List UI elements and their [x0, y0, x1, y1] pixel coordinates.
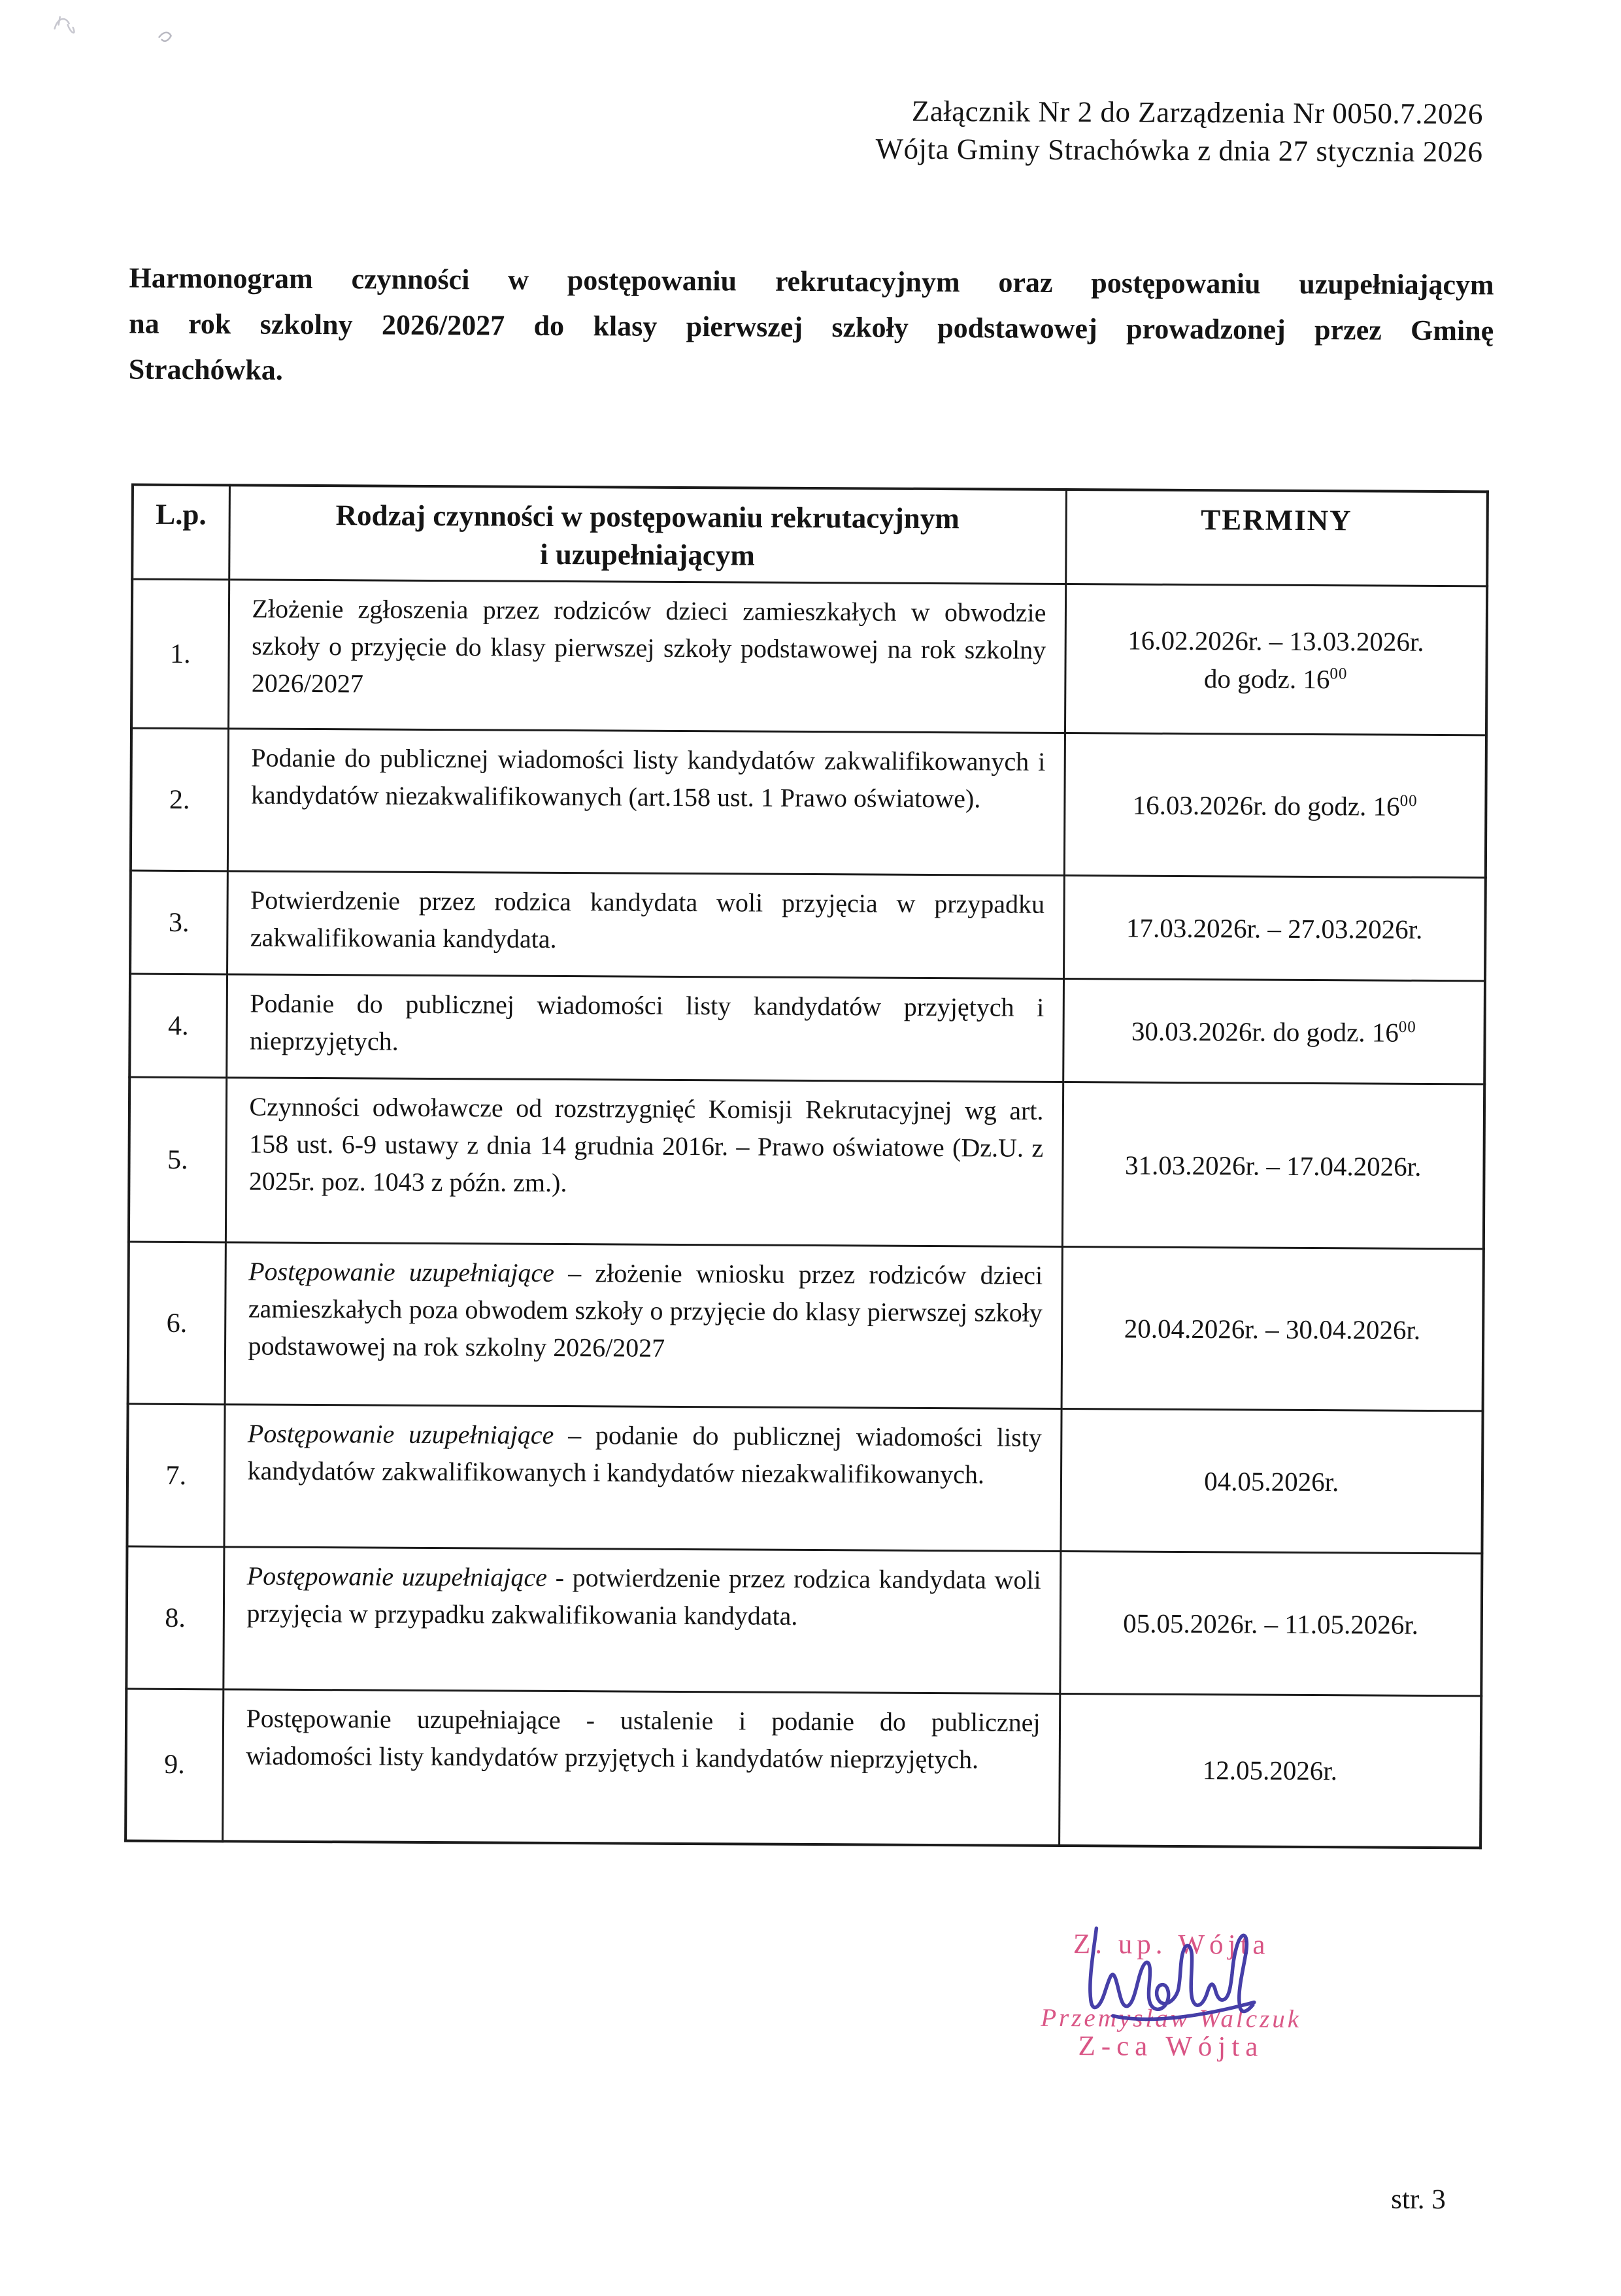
document-title-line2: na rok szkolny 2026/2027 do klasy pierwszej szkoły podstawowej prowadzonej przez Gminę	[129, 307, 1494, 347]
document-title-line1: Harmonogram czynności w postępowaniu rekrutacyjnym oraz postępowaniu uzupełniającym	[129, 261, 1494, 301]
activity-cell: Czynności odwoławcze od rozstrzygnięć Komisji Rekrutacyjnej wg art. 158 ust. 6-9 ustawy z dnia 14 grudnia 2016r. – Prawo oświatowe (Dz.U. z 2025r. poz. 1043 z późn. zm.).	[226, 1078, 1063, 1247]
attachment-reference-line2: Wójta Gminy Strachówka z dnia 27 stycznia 2026	[875, 132, 1483, 169]
table-row	[129, 974, 1485, 1084]
activity-cell: Podanie do publicznej wiadomości listy kandydatów przyjętych i nieprzyjętych.	[226, 974, 1063, 1082]
activity-italic-lead: Postępowanie uzupełniające	[247, 1418, 554, 1450]
row-number-cell: 7.	[127, 1404, 224, 1547]
row-number-cell: 3.	[130, 871, 227, 974]
date-cell: 12.05.2026r.	[1059, 1694, 1481, 1848]
header-activity	[229, 485, 1066, 584]
activity-cell: Postępowanie uzupełniające – złożenie wniosku przez rodziców dzieci zamieszkałych poza obwodem szkoły o przyjęcie do klasy pierwszej szkoły podstawowej na rok szkolny 2026/2027	[225, 1242, 1062, 1409]
table-row	[125, 1689, 1481, 1848]
row-number-cell: 5.	[129, 1077, 226, 1242]
activity-cell: Postępowanie uzupełniające - potwierdzenie przez rodzica kandydata woli przyjęcia w przypadku zakwalifikowania kandydata.	[223, 1547, 1060, 1694]
row-number-cell: 4.	[129, 974, 227, 1078]
attachment-reference-line1: Załącznik Nr 2 do Zarządzenia Nr 0050.7.2026	[911, 94, 1484, 131]
row-number-cell: 1.	[131, 579, 229, 729]
row-number-cell: 6.	[128, 1242, 226, 1405]
table-row	[131, 728, 1486, 878]
table-row	[127, 1404, 1482, 1554]
date-cell: 04.05.2026r.	[1060, 1409, 1482, 1554]
activity-cell: Złożenie zgłoszenia przez rodziców dzieci zamieszkałych w obwodzie szkoły o przyjęcie do klasy pierwszej szkoły podstawowej na rok szkolny 2026/2027	[228, 580, 1065, 733]
recruitment-schedule-table	[124, 484, 1489, 1849]
stamp-signer-name: Przemysław Walczuk	[1041, 2003, 1302, 2033]
header-lp: L.p.	[132, 485, 229, 580]
date-cell: 16.02.2026r. – 13.03.2026r. do godz. $16^{00}$	[1065, 584, 1487, 735]
activity-cell: Potwierdzenie przez rodzica kandydata woli przyjęcia w przypadku zakwalifikowania kandydata.	[227, 871, 1064, 979]
activity-italic-lead: Postępowanie uzupełniające	[248, 1256, 555, 1288]
date-cell: 20.04.2026r. – 30.04.2026r.	[1061, 1247, 1484, 1411]
date-cell: 17.03.2026r. – 27.03.2026r.	[1063, 876, 1486, 981]
stamp-authorization-text: Z. up. Wójta	[1073, 1929, 1270, 1961]
activity-cell: Postępowanie uzupełniające - ustalenie i podanie do publicznej wiadomości listy kandydatów przyjętych i kandydatów nieprzyjętych.	[222, 1689, 1060, 1846]
header-activity-line1: Rodzaj czynności w postępowaniu rekrutacyjnym	[335, 499, 960, 535]
table-row	[126, 1546, 1482, 1696]
activity-italic-lead: Postępowanie uzupełniające	[246, 1561, 548, 1592]
schedule-table-body	[125, 579, 1487, 1848]
header-dates: TERMINY	[1065, 490, 1488, 586]
table-row	[131, 579, 1487, 735]
table-row	[128, 1242, 1484, 1411]
scan-noise-marks	[31, 3, 201, 62]
attachment-reference	[875, 92, 1483, 171]
activity-cell: Podanie do publicznej wiadomości listy kandydatów zakwalifikowanych i kandydatów niezakwalifikowanych (art.158 ust. 1 Prawo oświatowe).	[227, 729, 1065, 876]
document-title-line3: Strachówka.	[128, 353, 283, 386]
table-row	[130, 871, 1486, 981]
stamp-signer-role: Z-ca Wójta	[1078, 2031, 1264, 2063]
activity-cell: Postępowanie uzupełniające – podanie do publicznej wiadomości listy kandydatów zakwalifikowanych i kandydatów niezakwalifikowanych.	[224, 1405, 1061, 1552]
date-cell: 30.03.2026r. do godz. $16^{00}$	[1063, 979, 1485, 1084]
table-row	[129, 1077, 1484, 1249]
header-activity-line2: i uzupełniającym	[539, 537, 755, 572]
document-title	[129, 256, 1494, 400]
signature-stroke	[1090, 1928, 1255, 2020]
date-cell: 05.05.2026r. – 11.05.2026r.	[1060, 1552, 1482, 1696]
date-cell: 31.03.2026r. – 17.04.2026r.	[1062, 1082, 1484, 1249]
handwritten-signature	[1077, 1924, 1260, 2036]
row-number-cell: 9.	[125, 1689, 223, 1841]
row-number-cell: 2.	[131, 728, 228, 871]
table-header-row	[132, 485, 1488, 586]
date-cell: 16.03.2026r. do godz. $16^{00}$	[1064, 733, 1486, 878]
row-number-cell: 8.	[126, 1546, 224, 1689]
page-number: str. 3	[1391, 2184, 1446, 2216]
